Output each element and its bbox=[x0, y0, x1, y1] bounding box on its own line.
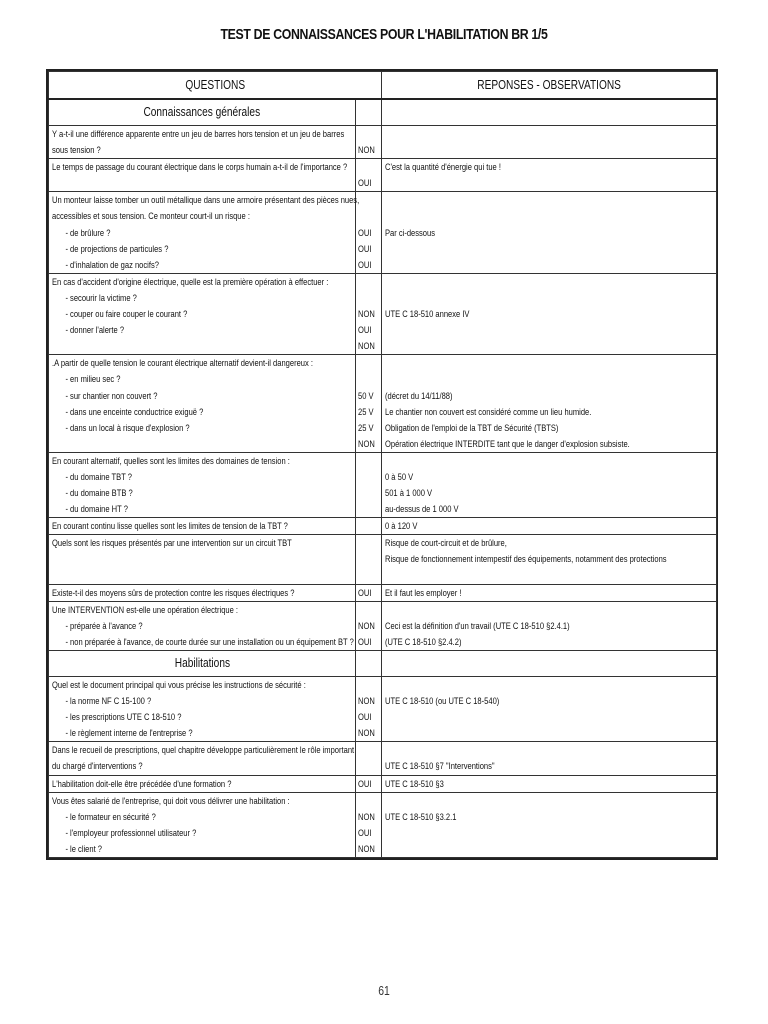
response-cell-line bbox=[385, 208, 713, 224]
response-cell-line: UTE C 18-510 §7 "Interventions" bbox=[385, 761, 495, 772]
answer-cell-line bbox=[358, 485, 379, 501]
response-cell-line bbox=[385, 841, 713, 857]
answer-cell bbox=[356, 535, 382, 584]
answer-cell-line: OUI bbox=[358, 636, 372, 647]
answer-cell-line bbox=[358, 453, 379, 469]
response-cell-line bbox=[385, 793, 713, 809]
response-cell-line: Risque de fonctionnement intempestif des équipements, notamment des protections bbox=[385, 554, 667, 565]
question-row bbox=[49, 273, 717, 354]
response-cell-line bbox=[385, 371, 713, 387]
question-cell-line: - en milieu sec ? bbox=[65, 374, 121, 385]
question-cell-line: sous tension ? bbox=[52, 145, 101, 156]
question-cell-line: - du domaine HT ? bbox=[65, 504, 128, 515]
section-header bbox=[49, 651, 717, 677]
response-cell-line: (UTE C 18-510 §2.4.2) bbox=[385, 636, 462, 647]
answer-cell-line bbox=[358, 551, 379, 567]
response-cell-line bbox=[385, 568, 713, 584]
answer-cell-line bbox=[358, 677, 379, 693]
response-cell-line: (décret du 14/11/88) bbox=[385, 390, 453, 401]
answer-cell-line bbox=[358, 793, 379, 809]
answer-cell-line: OUI bbox=[358, 178, 372, 189]
response-cell-line bbox=[385, 142, 713, 158]
response-cell bbox=[382, 355, 717, 453]
response-cell bbox=[382, 775, 717, 792]
answer-cell bbox=[356, 677, 382, 742]
question-row bbox=[49, 677, 717, 742]
answer-cell-line: NON bbox=[358, 811, 375, 822]
page-number: 61 bbox=[378, 983, 390, 998]
answer-cell bbox=[356, 355, 382, 453]
question-cell-line: Une INTERVENTION est-elle une opération électrique : bbox=[52, 604, 239, 615]
question-row bbox=[49, 775, 717, 792]
response-cell-line: Par ci-dessous bbox=[385, 227, 436, 238]
response-cell bbox=[382, 677, 717, 742]
question-cell-line bbox=[52, 551, 352, 567]
response-cell-line: au-dessus de 1 000 V bbox=[385, 504, 459, 515]
response-cell-line bbox=[385, 322, 713, 338]
response-cell-line: Le chantier non couvert est considéré comme un lieu humide. bbox=[385, 406, 592, 417]
question-cell-line: - non préparée à l'avance, de courte durée sur une installation ou un équipement BT ? bbox=[65, 636, 354, 647]
response-cell-line: UTE C 18-510 annexe IV bbox=[385, 309, 470, 320]
answer-cell bbox=[356, 775, 382, 792]
question-cell bbox=[49, 792, 356, 857]
question-row bbox=[49, 159, 717, 192]
question-cell-line: En courant alternatif, quelles sont les limites des domaines de tension : bbox=[52, 455, 290, 466]
response-cell bbox=[382, 192, 717, 273]
response-cell-line: UTE C 18-510 §3 bbox=[385, 778, 444, 789]
response-cell bbox=[382, 126, 717, 159]
response-cell-line bbox=[385, 602, 713, 618]
question-cell-line: du chargé d'interventions ? bbox=[52, 761, 143, 772]
response-cell bbox=[382, 792, 717, 857]
response-cell-line bbox=[385, 257, 713, 273]
answer-cell-line: NON bbox=[358, 620, 375, 631]
answer-cell-line bbox=[358, 535, 379, 551]
answer-cell-line: OUI bbox=[358, 712, 372, 723]
answer-cell-line bbox=[358, 568, 379, 584]
answer-cell-line bbox=[358, 518, 379, 534]
response-cell-line: C'est la quantité d'énergie qui tue ! bbox=[385, 162, 501, 173]
response-cell-line bbox=[385, 725, 713, 741]
answer-cell bbox=[356, 584, 382, 601]
question-cell-line: - le formateur en sécurité ? bbox=[65, 811, 156, 822]
question-row bbox=[49, 355, 717, 453]
question-cell-line: Existe-t-il des moyens sûrs de protection contre les risques électriques ? bbox=[52, 587, 295, 598]
response-cell bbox=[382, 742, 717, 775]
answer-cell-line bbox=[358, 355, 379, 371]
response-cell-line bbox=[385, 192, 713, 208]
question-row bbox=[49, 535, 717, 584]
question-cell-line: - les prescriptions UTE C 18-510 ? bbox=[65, 712, 182, 723]
response-cell-line bbox=[385, 175, 713, 191]
answer-cell-line: OUI bbox=[358, 325, 372, 336]
section-title-text: Connaissances générales bbox=[143, 104, 261, 120]
section-answer-blank bbox=[356, 99, 382, 126]
section-response-blank bbox=[382, 651, 717, 677]
response-cell-line: Risque de court-circuit et de brûlure, bbox=[385, 538, 507, 549]
answer-cell-line bbox=[358, 192, 379, 208]
section-header bbox=[49, 99, 717, 126]
response-cell-line bbox=[385, 677, 713, 693]
section-answer-blank bbox=[356, 651, 382, 677]
question-cell-line: - dans une enceinte conductrice exiguë ? bbox=[65, 406, 204, 417]
answer-cell bbox=[356, 159, 382, 192]
question-cell-line: L'habilitation doit-elle être précédée d'une formation ? bbox=[52, 778, 232, 789]
response-cell-line: Obligation de l'emploi de la TBT de Sécurité (TBTS) bbox=[385, 422, 559, 433]
question-cell-line: - couper ou faire couper le courant ? bbox=[65, 309, 188, 320]
response-cell-line: UTE C 18-510 §3.2.1 bbox=[385, 811, 457, 822]
question-row bbox=[49, 742, 717, 775]
question-row bbox=[49, 126, 717, 159]
question-cell-line: - du domaine TBT ? bbox=[65, 471, 132, 482]
response-cell bbox=[382, 518, 717, 535]
section-title bbox=[49, 651, 356, 677]
response-cell bbox=[382, 273, 717, 354]
response-cell-line bbox=[385, 453, 713, 469]
answer-cell bbox=[356, 273, 382, 354]
question-cell-line: Y a-t-il une différence apparente entre un jeu de barres hors tension et un jeu de barres bbox=[52, 129, 345, 139]
question-cell bbox=[49, 775, 356, 792]
response-cell-line bbox=[385, 355, 713, 371]
answer-cell-line: 50 V bbox=[358, 390, 374, 401]
answer-cell-line: NON bbox=[358, 341, 375, 352]
question-cell-line: - l'employeur professionnel utilisateur ? bbox=[65, 827, 197, 838]
questionnaire-table bbox=[46, 69, 718, 860]
question-row bbox=[49, 584, 717, 601]
question-cell-line: Quel est le document principal qui vous précise les instructions de sécurité : bbox=[52, 680, 306, 690]
question-row bbox=[49, 601, 717, 650]
answer-cell-line: NON bbox=[358, 696, 375, 707]
answer-cell-line bbox=[358, 290, 379, 306]
answer-cell bbox=[356, 126, 382, 159]
question-cell-line: En cas d'accident d'origine électrique, quelle est la première opération à effectuer : bbox=[52, 276, 329, 287]
answer-cell-line: NON bbox=[358, 728, 375, 739]
question-cell-line: - le client ? bbox=[65, 843, 103, 854]
question-cell bbox=[49, 601, 356, 650]
question-cell bbox=[49, 126, 356, 159]
answer-cell-line: OUI bbox=[358, 227, 372, 238]
answer-cell-line bbox=[358, 371, 379, 387]
question-cell-line bbox=[52, 175, 352, 191]
section-title-text: Habilitations bbox=[174, 655, 230, 671]
question-cell-line: .A partir de quelle tension le courant électrique alternatif devient-il dangereux : bbox=[52, 358, 313, 369]
answer-cell-line: OUI bbox=[358, 827, 372, 838]
section-response-blank bbox=[382, 99, 717, 126]
response-cell bbox=[382, 601, 717, 650]
response-cell-line bbox=[385, 825, 713, 841]
answer-cell-line bbox=[358, 501, 379, 517]
page-title: TEST DE CONNAISSANCES POUR L'HABILITATION BR 1/5 bbox=[220, 26, 548, 43]
response-cell-line: Opération électrique INTERDITE tant que le danger d'explosion subsiste. bbox=[385, 438, 630, 449]
question-row bbox=[49, 192, 717, 273]
response-cell bbox=[382, 584, 717, 601]
answer-cell-line: OUI bbox=[358, 778, 372, 789]
response-cell-line: Et il faut les employer ! bbox=[385, 587, 462, 598]
response-cell-line: 0 à 120 V bbox=[385, 521, 418, 532]
question-cell-line: Dans le recueil de prescriptions, quel chapitre développe particulièrement le rôle important bbox=[52, 745, 355, 756]
answer-cell bbox=[356, 452, 382, 517]
answer-cell-line: NON bbox=[358, 843, 375, 854]
question-cell bbox=[49, 518, 356, 535]
question-cell bbox=[49, 452, 356, 517]
response-cell-line: 0 à 50 V bbox=[385, 471, 414, 482]
response-cell-line bbox=[385, 274, 713, 290]
question-cell-line: - le règlement interne de l'entreprise ? bbox=[65, 728, 193, 739]
question-cell-line: - sur chantier non couvert ? bbox=[65, 390, 158, 401]
response-cell-line bbox=[385, 241, 713, 257]
question-row bbox=[49, 452, 717, 517]
answer-cell-line: NON bbox=[358, 309, 375, 320]
question-cell bbox=[49, 355, 356, 453]
answer-cell-line: NON bbox=[358, 438, 375, 449]
answer-cell-line bbox=[358, 758, 379, 774]
question-cell-line: - de brûlure ? bbox=[65, 227, 111, 238]
question-cell-line: - donner l'alerte ? bbox=[65, 325, 125, 336]
question-cell-line: Quels sont les risques présentés par une intervention sur un circuit TBT bbox=[52, 538, 292, 549]
question-cell-line: - secourir la victime ? bbox=[65, 292, 137, 303]
question-cell-line bbox=[52, 568, 352, 584]
answer-cell-line: 25 V bbox=[358, 406, 374, 417]
answer-cell-line bbox=[358, 208, 379, 224]
answer-cell-line bbox=[358, 469, 379, 485]
answer-cell bbox=[356, 742, 382, 775]
response-cell-line: Ceci est la définition d'un travail (UTE C 18-510 §2.4.1) bbox=[385, 620, 570, 631]
question-cell bbox=[49, 742, 356, 775]
question-cell bbox=[49, 677, 356, 742]
answer-cell-line bbox=[358, 602, 379, 618]
response-cell-line bbox=[385, 290, 713, 306]
response-cell-line: 501 à 1 000 V bbox=[385, 488, 433, 499]
question-cell bbox=[49, 584, 356, 601]
response-cell bbox=[382, 452, 717, 517]
question-cell-line: Le temps de passage du courant électrique dans le corps humain a-t-il de l'importance ? bbox=[52, 162, 348, 173]
question-cell-line bbox=[52, 436, 352, 452]
question-cell-line bbox=[52, 338, 352, 354]
question-cell bbox=[49, 535, 356, 584]
responses-header: REPONSES - OBSERVATIONS bbox=[382, 72, 717, 100]
answer-cell bbox=[356, 792, 382, 857]
question-cell-line: accessibles et sous tension. Ce monteur court-il un risque : bbox=[52, 211, 250, 222]
answer-cell-line: 25 V bbox=[358, 422, 374, 433]
question-cell-line: - de projections de particules ? bbox=[65, 243, 169, 254]
response-cell bbox=[382, 159, 717, 192]
response-cell-line: UTE C 18-510 (ou UTE C 18-540) bbox=[385, 696, 500, 707]
answer-cell-line: OUI bbox=[358, 243, 372, 254]
response-cell-line bbox=[385, 126, 713, 142]
question-cell bbox=[49, 273, 356, 354]
questions-header: QUESTIONS bbox=[49, 72, 382, 100]
question-cell-line: En courant continu lisse quelles sont les limites de tension de la TBT ? bbox=[52, 521, 288, 532]
response-cell-line bbox=[385, 742, 713, 758]
response-cell-line bbox=[385, 709, 713, 725]
response-cell-line bbox=[385, 338, 713, 354]
question-cell-line: - d'inhalation de gaz nocifs? bbox=[65, 259, 159, 270]
response-cell bbox=[382, 535, 717, 584]
answer-cell-line: NON bbox=[358, 145, 375, 156]
answer-cell-line: OUI bbox=[358, 587, 372, 598]
question-cell-line: - la norme NF C 15-100 ? bbox=[65, 696, 152, 707]
question-cell bbox=[49, 192, 360, 273]
question-cell-line: - du domaine BTB ? bbox=[65, 488, 133, 499]
section-title bbox=[49, 99, 356, 126]
answer-cell-line bbox=[358, 159, 379, 175]
question-cell-line: - dans un local à risque d'explosion ? bbox=[65, 422, 190, 433]
question-cell-line: Vous êtes salarié de l'entreprise, qui doit vous délivrer une habilitation : bbox=[52, 795, 290, 806]
answer-cell bbox=[356, 192, 382, 273]
question-cell bbox=[49, 159, 356, 192]
question-cell-line: - préparée à l'avance ? bbox=[65, 620, 143, 631]
question-row bbox=[49, 518, 717, 535]
question-cell-line: Un monteur laisse tomber un outil métallique dans une armoire présentant des pièces nues, bbox=[52, 195, 360, 206]
answer-cell bbox=[356, 601, 382, 650]
answer-cell-line: OUI bbox=[358, 259, 372, 270]
answer-cell-line bbox=[358, 126, 379, 142]
answer-cell-line bbox=[358, 742, 379, 758]
answer-cell-line bbox=[358, 274, 379, 290]
answer-cell bbox=[356, 518, 382, 535]
question-row bbox=[49, 792, 717, 857]
